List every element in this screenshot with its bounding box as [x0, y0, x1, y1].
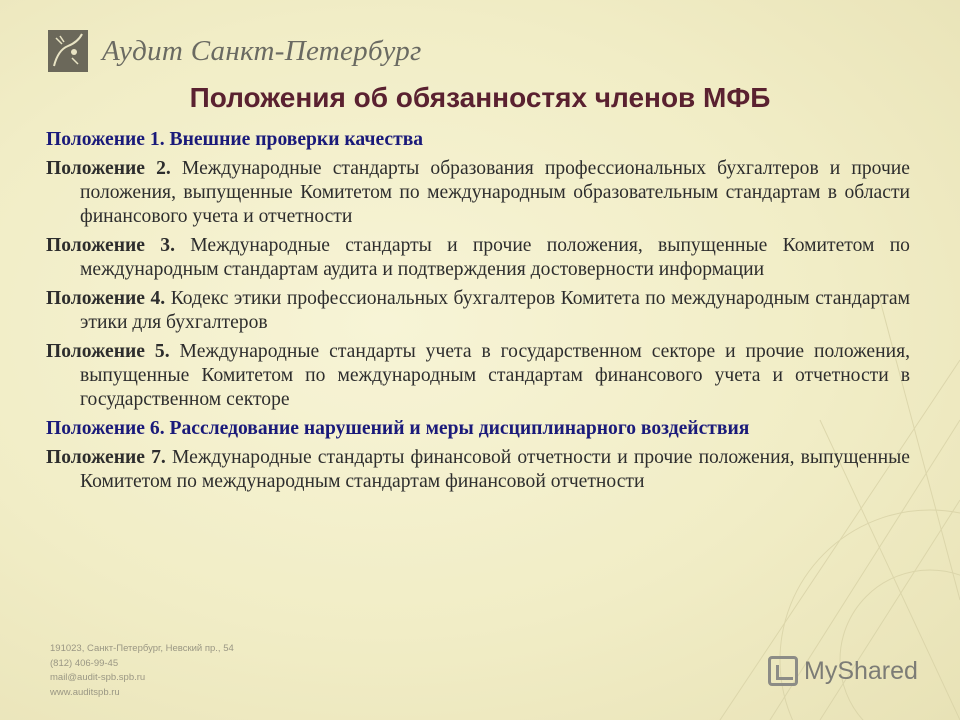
logo-icon [48, 30, 88, 72]
provision-item [46, 417, 910, 441]
watermark-text: MyShared [804, 656, 918, 685]
provision-item [46, 340, 910, 412]
footer-phone: (812) 406-99-45 [50, 657, 119, 669]
brand-name: Аудит Санкт-Петербург [102, 34, 422, 67]
myshared-logo-icon [768, 656, 798, 686]
page-title: Положения об обязанностях членов МФБ [189, 82, 771, 113]
provision-text: Международные стандарты учета в государственном секторе и прочие положения, выпущенные Комитетом по международным стандартам финансового учета и отчетности в государственном секторе [80, 341, 910, 410]
footer-email[interactable]: mail@audit-spb.spb.ru [50, 672, 146, 683]
provision-item [46, 446, 910, 494]
provision-text: Международные стандарты и прочие положения, выпущенные Комитетом по международным стандартам аудита и подтверждения достоверности информации [80, 235, 910, 280]
provision-text: Международные стандарты образования профессиональных бухгалтеров и прочие положения, выпущенные Комитетом по международным образовательным стандартам в области финансового учета и отчетности [80, 158, 910, 227]
provision-label: Положение 7. [46, 447, 166, 468]
header [48, 28, 422, 74]
provision-item [46, 128, 910, 152]
provision-label: Положение 4. [46, 288, 166, 309]
provision-item [46, 234, 910, 282]
provision-label: Положение 5. [46, 341, 170, 362]
provision-text: Кодекс этики профессиональных бухгалтеров Комитета по международным стандартам этики для бухгалтеров [80, 288, 910, 333]
provision-label: Положение 6. Расследование нарушений и меры дисциплинарного воздействия [46, 418, 750, 439]
provision-label: Положение 2. [46, 158, 171, 179]
provision-text: Международные стандарты финансовой отчетности и прочие положения, выпущенные Комитетом по международным стандартам финансовой отчетности [80, 447, 910, 492]
provision-item [46, 157, 910, 229]
footer-website[interactable]: www.auditspb.ru [50, 686, 120, 698]
watermark [768, 656, 918, 686]
provisions-list [46, 128, 910, 499]
provision-item [46, 287, 910, 335]
provision-label: Положение 1. Внешние проверки качества [46, 129, 424, 150]
footer-address: 191023, Санкт-Петербург, Невский пр., 54 [50, 643, 234, 654]
provision-label: Положение 3. [46, 235, 175, 256]
footer-contacts [50, 642, 234, 700]
